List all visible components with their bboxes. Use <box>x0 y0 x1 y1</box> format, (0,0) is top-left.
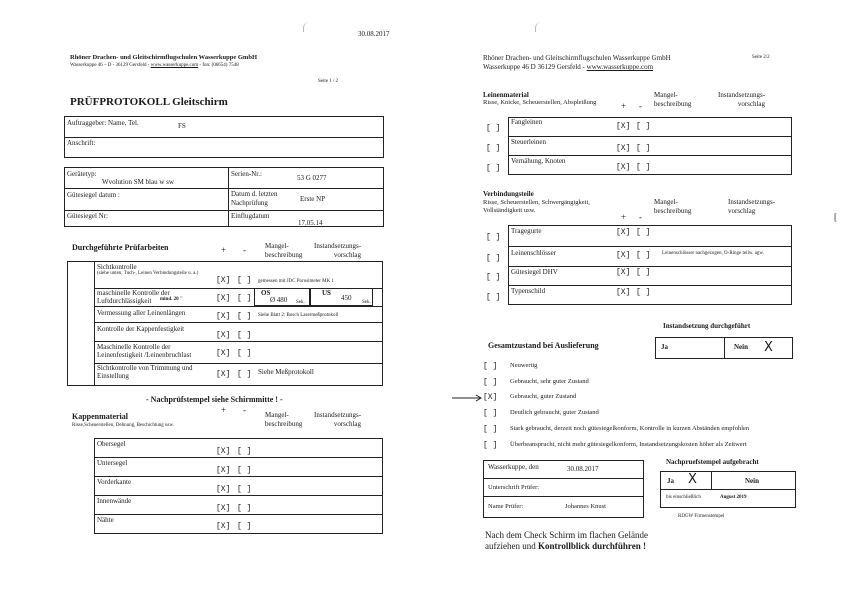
lines-row-3-label: Vernähung, Knoten <box>511 157 566 165</box>
canopy-row-top-minus[interactable]: [ ] <box>237 447 252 456</box>
connectors-row-1-box[interactable]: [ ] <box>486 233 501 242</box>
row-canopy-label: Kontrolle der Kappenfestigkeit <box>97 325 185 333</box>
canopy-row-seams-minus[interactable]: [ ] <box>237 522 252 531</box>
address-text: Wasserkuppe 46 – D - 36129 Gersfeld - <box>70 63 150 68</box>
footer-line-2-text: aufziehen und <box>485 541 538 551</box>
connectors-row-4-minus[interactable]: [ ] <box>636 288 651 297</box>
overall-option-5-box[interactable]: [ ] <box>483 425 498 434</box>
valid-until-label: bis einschließlich <box>666 495 701 500</box>
footer-line-1: Nach dem Check Schirm im flachen Gelände <box>485 530 648 540</box>
canopy-sub: Risse,Scheuerstellen, Dehnung, Beschichtung usw. <box>72 423 175 428</box>
canopy-plus-header: + <box>221 405 227 415</box>
row-strength-minus[interactable]: [ ] <box>237 349 252 358</box>
place-date: 30.08.2017 <box>567 465 599 473</box>
lines-heading: Leinenmaterial <box>483 91 529 99</box>
lines-row-1-box[interactable]: [ ] <box>486 124 501 133</box>
address-label: Anschrift: <box>67 139 96 147</box>
connectors-row-2-box[interactable]: [ ] <box>486 254 501 263</box>
row-air-minus[interactable]: [ ] <box>237 294 252 303</box>
overall-option-2-box[interactable]: [ ] <box>483 378 498 387</box>
defect-header: Mangel- beschreibung <box>265 242 303 259</box>
connectors-row-4-plus[interactable]: [X] <box>616 288 631 297</box>
row-lines-label: Vermessung aller Leinenlängen <box>97 309 186 317</box>
serial-value: 53 G 0277 <box>297 174 327 182</box>
stamp-no[interactable]: Nein <box>745 477 759 485</box>
overall-heading: Gesamtzustand bei Auslieferung <box>488 341 599 350</box>
row-trim-note: Siehe Meßprotokoll <box>258 368 314 376</box>
canopy-row-ribs-minus[interactable]: [ ] <box>237 504 252 513</box>
inspector-name: Johannes Knust <box>565 503 606 510</box>
lines-repair-header: Instandsetzungs- vorschlag <box>718 91 766 108</box>
connectors-sub: Risse, Scheuerstellen, Schwergängigkeit, Vollständigkeit usw. <box>483 199 590 214</box>
company-name: Rhöner Drachen- und Gleitschirmflugschulen Wasserkuppe GmbH <box>70 54 258 61</box>
device-type-value: Wvolution SM blau w sw <box>102 178 174 186</box>
os-label: OS <box>261 289 271 297</box>
connectors-row-3-label: Gütesiegel DHV <box>511 268 558 276</box>
us-value: 450 <box>341 294 352 302</box>
lines-row-2-minus[interactable]: [ ] <box>636 144 651 153</box>
repair-yes[interactable]: Ja <box>661 343 668 351</box>
connectors-row-1-minus[interactable]: [ ] <box>636 228 651 237</box>
connectors-row-3-plus[interactable]: [X] <box>616 268 631 277</box>
row-lines-minus[interactable]: [ ] <box>237 312 252 321</box>
connectors-row-2-minus[interactable]: [ ] <box>636 251 651 260</box>
minus-header: - <box>243 245 246 255</box>
canopy-row-top: Obersegel <box>97 440 126 448</box>
os-value: Ø 480 <box>270 296 288 304</box>
canopy-defect-header: Mangel- beschreibung <box>265 411 303 428</box>
connectors-row-3-minus[interactable]: [ ] <box>636 268 651 277</box>
repair-no-mark: X <box>764 340 773 355</box>
row-trim-plus[interactable]: [X] <box>216 370 231 379</box>
us-sek: Sek. <box>362 300 371 305</box>
right-company-name: Rhöner Drachen- und Gleitschirmflugschulen Wasserkuppe GmbH <box>483 54 671 62</box>
connectors-row-3-box[interactable]: [ ] <box>486 273 501 282</box>
lines-row-1-label: Fangleinen <box>511 118 543 126</box>
inspector-name-label: Name Prüfer: <box>488 503 524 510</box>
overall-option-1: Neuwertig <box>510 362 538 369</box>
serial-label: Serien-Nr.: <box>231 170 262 178</box>
seal-date-label: Gütesiegel datum : <box>67 191 120 199</box>
signature-label: Unterschrift Prüfer: <box>488 484 540 491</box>
canopy-row-ribs: Innenwände <box>97 497 132 505</box>
us-label: US <box>322 289 331 297</box>
overall-option-3-box[interactable]: [X] <box>483 393 498 402</box>
canopy-row-bottom-plus[interactable]: [X] <box>216 466 231 475</box>
overall-option-4-box[interactable]: [ ] <box>483 409 498 418</box>
company-address <box>70 63 239 68</box>
repair-done-heading: Instandsetzung durchgeführt <box>663 322 751 330</box>
row-visual-label: Sichtkontrolle <box>97 263 137 271</box>
website-link[interactable]: www.wasserkuppe.com <box>150 63 199 68</box>
row-lines-note: Siehe Blatt 2: Bosch Lasermeßprotokoll <box>258 313 339 318</box>
right-page-number: Seite 2/2 <box>752 55 770 60</box>
canopy-row-leading-plus[interactable]: [X] <box>216 485 231 494</box>
overall-option-6-box[interactable]: [ ] <box>483 441 498 450</box>
row-visual-note: gemessen mit JDC Porosimeter MK 1 <box>258 279 334 284</box>
lines-row-1-minus[interactable]: [ ] <box>636 122 651 131</box>
last-check-label: Datum d. letzten Nachprüfung <box>231 190 278 207</box>
valid-until-value: August 2019 <box>720 495 747 500</box>
canopy-row-leading-minus[interactable]: [ ] <box>237 485 252 494</box>
canopy-row-seams-plus[interactable]: [X] <box>216 522 231 531</box>
inspection-heading: Durchgeführte Prüfarbeiten <box>72 243 169 252</box>
lines-plus-header: + <box>621 101 627 111</box>
customer-value: FS <box>178 122 186 130</box>
overall-option-3: Gebraucht, guter Zustand <box>510 393 577 400</box>
row-trim-label: Sichtkontrolle von Trimmung und Einstellung <box>97 364 193 380</box>
row-lines-plus[interactable]: [X] <box>216 312 231 321</box>
place-label: Wasserkuppe, den <box>488 463 539 471</box>
canopy-minus-header: - <box>243 405 246 415</box>
connectors-row-1-plus[interactable]: [X] <box>616 228 631 237</box>
connectors-repair-header: Instandsetzungs- vorschlag <box>728 198 776 215</box>
arrow-right-icon <box>452 394 484 402</box>
document-date: 30.08.2017 <box>358 30 390 38</box>
stamp-yes-mark: X <box>688 472 697 487</box>
connectors-defect-header: Mangel- beschreibung <box>654 198 692 215</box>
lines-row-3-minus[interactable]: [ ] <box>636 163 651 172</box>
lines-minus-header: - <box>639 101 642 111</box>
lines-row-2-box[interactable]: [ ] <box>486 144 501 153</box>
row-strength-plus[interactable]: [X] <box>216 349 231 358</box>
seal-number-label: Gütesiegel Nr: <box>67 212 109 220</box>
canopy-row-top-plus[interactable]: [X] <box>216 447 231 456</box>
canopy-row-bottom: Untersegel <box>97 459 128 467</box>
stamp-yes[interactable]: Ja <box>667 477 674 485</box>
flight-date-label: Einflugdatum <box>231 212 270 220</box>
connectors-row-2-label: Leinenschlösser <box>511 249 557 257</box>
right-company-address <box>483 63 653 71</box>
punch-mark <box>535 22 542 32</box>
row-air-label: maschinelle Kontrolle der Luftdurchlässigkeit <box>97 289 170 305</box>
lines-row-3-box[interactable]: [ ] <box>486 164 501 173</box>
connectors-plus-header: + <box>621 212 627 222</box>
repair-no[interactable]: Nein <box>734 343 748 351</box>
overall-option-4: Deutlich gebraucht, guter Zustand <box>510 409 599 416</box>
row-canopy-minus[interactable]: [ ] <box>237 331 252 340</box>
overall-option-5: Stark gebraucht, derzeit noch gütesiegelkonform, Kontrolle in kurzen Abständen empfohlen <box>510 425 750 432</box>
page-number: Seite 1 / 2 <box>318 79 339 84</box>
lines-row-1-plus[interactable]: [X] <box>616 122 631 131</box>
connectors-heading: Verbindungsteile <box>483 190 534 198</box>
repair-header: Instandsetzungs- vorschlag <box>314 242 362 259</box>
row-air-sub: mind. 20 '' <box>160 297 183 302</box>
lines-row-2-label: Steuerleinen <box>511 138 546 146</box>
flight-date-value: 17.05.14 <box>298 219 323 227</box>
row-trim-minus[interactable]: [ ] <box>237 370 252 379</box>
footer-line-2 <box>485 541 646 551</box>
connectors-row-4-box[interactable]: [ ] <box>486 293 501 302</box>
phone-text: - fon: (06654) 7548 <box>198 63 239 68</box>
canopy-heading: Kappenmaterial <box>72 412 128 421</box>
row-visual-plus[interactable]: [X] <box>216 276 231 285</box>
footer-line-2-bold: Kontrollblick durchführen ! <box>537 541 647 551</box>
lines-defect-header: Mangel- beschreibung <box>654 91 692 108</box>
connectors-row-4-label: Typenschild <box>511 287 546 295</box>
device-type-label: Gerätetyp: <box>67 170 97 178</box>
overall-option-1-box[interactable]: [ ] <box>483 362 498 371</box>
row-strength-label: Maschinelle Kontrolle der Leinenfestigkeit /Leinenbruchlast <box>97 343 192 359</box>
row-visual-sub: (siehe unten, Tuch-, Leinen Verbindungsteile u. a.) <box>97 271 199 276</box>
customer-label: Auftraggeber: Name, Tel. <box>67 119 139 127</box>
connectors-minus-header: - <box>639 212 642 222</box>
row-canopy-plus[interactable]: [X] <box>216 331 231 340</box>
canopy-row-seams: Nähte <box>97 516 114 524</box>
connectors-row-1-label: Tragegurte <box>511 227 542 235</box>
connectors-row-2-note: Leinenschlösser nachgezogen, O-Ringe teilw. agw. <box>662 251 764 256</box>
connectors-row-2-plus[interactable]: [X] <box>616 251 631 260</box>
punch-mark <box>303 22 310 32</box>
plus-header: + <box>221 245 227 255</box>
lines-row-2-plus[interactable]: [X] <box>616 144 631 153</box>
lines-sub: Risse, Knicke, Scheuerstellen, Abspleißung <box>483 99 597 106</box>
right-address-text: Wasserkuppe 46 D 36129 Gersfeld - <box>483 63 585 71</box>
row-visual-minus[interactable]: [ ] <box>237 276 252 285</box>
overall-option-2: Gebraucht, sehr guter Zustand <box>510 378 589 385</box>
stamp-note: - Nachprüfstempel siehe Schirmmitte ! - <box>146 395 283 404</box>
canopy-row-leading: Vorderkante <box>97 478 132 486</box>
edge-bracket: [ <box>834 212 837 222</box>
last-check-value: Erste NP <box>300 195 326 203</box>
canopy-repair-header: Instandsetzungs- vorschlag <box>314 411 362 428</box>
canopy-row-bottom-minus[interactable]: [ ] <box>237 466 252 475</box>
company-stamp-label: RDGW Firmenstempel <box>678 514 725 519</box>
overall-option-6: Überbeansprucht, nicht mehr gütesiegelkonform, Instandsetzungskosten höher als Zeitwert <box>510 441 747 448</box>
lines-row-3-plus[interactable]: [X] <box>616 163 631 172</box>
canopy-row-ribs-plus[interactable]: [X] <box>216 504 231 513</box>
row-air-plus[interactable]: [X] <box>216 294 231 303</box>
os-sek: Sek. <box>296 300 305 305</box>
stamp-heading: Nachpruefstempel aufgebracht <box>666 458 759 466</box>
page-title: PRÜFPROTOKOLL Gleitschirm <box>70 96 228 108</box>
right-website-link[interactable]: www.wasserkuppe.com <box>586 63 654 71</box>
